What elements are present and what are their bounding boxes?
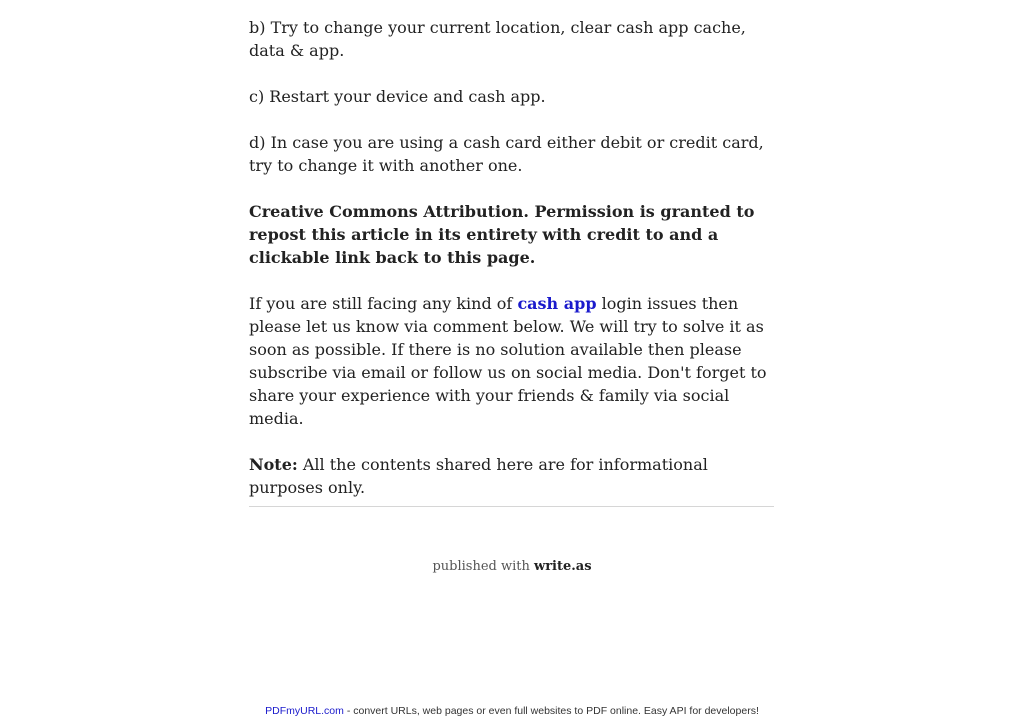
published-prefix: published with — [432, 559, 534, 574]
step-c: c) Restart your device and cash app. — [249, 87, 546, 106]
note-label: Note: — [249, 455, 298, 474]
pdf-footer-text: - convert URLs, web pages or even full websites to PDF online. Easy API for developers! — [343, 705, 759, 717]
published-with — [0, 559, 1024, 574]
write-as-link[interactable]: write.as — [534, 559, 592, 574]
closing-paragraph — [249, 292, 774, 430]
attribution-notice: Creative Commons Attribution. Permission is granted to repost this article in its entirety with credit to and a clickable link back to this page. — [249, 202, 755, 267]
step-d: d) In case you are using a cash card either debit or credit card, try to change it with another one. — [249, 133, 764, 175]
footer-divider — [249, 506, 774, 507]
note-paragraph — [249, 453, 774, 499]
closing-text-start: If you are still facing any kind of — [249, 294, 518, 313]
cash-app-link[interactable]: cash app — [517, 294, 597, 313]
closing-text-end: login issues then please let us know via comment below. We will try to solve it as soon as possible. If there is no solution available then please subscribe via email or follow us on social media. Don't forget to share your experience with your friends & family via social media. — [249, 294, 767, 428]
step-b: b) Try to change your current location, clear cash app cache, data & app. — [249, 18, 746, 60]
article-body — [249, 16, 774, 499]
pdfmyurl-link[interactable]: PDFmyURL.com — [265, 705, 344, 717]
note-text: All the contents shared here are for informational purposes only. — [249, 455, 708, 497]
pdf-footer — [0, 705, 1024, 717]
